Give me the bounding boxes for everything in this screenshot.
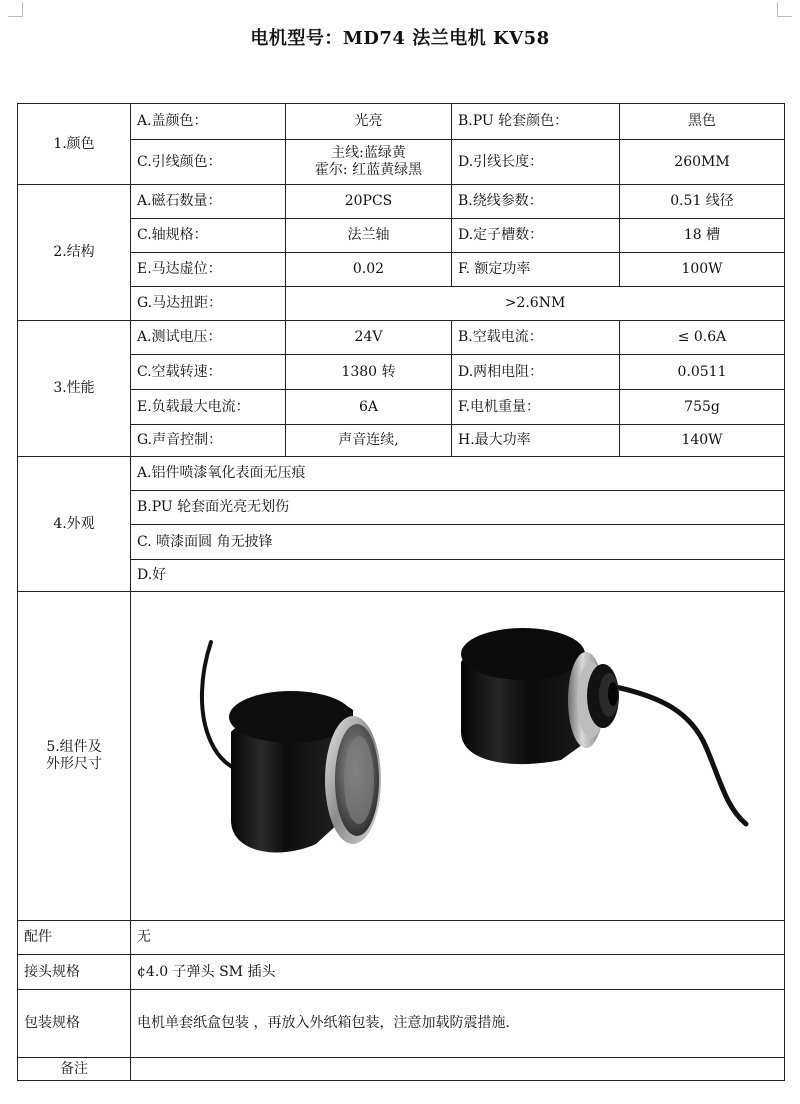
hall-lead-colors: 霍尔: 红蓝黄绿黑	[314, 162, 423, 178]
appearance-row-3	[18, 525, 785, 560]
appearance-row-4	[18, 560, 785, 592]
remarks-row	[18, 1058, 785, 1081]
test-voltage-value: 24V	[286, 321, 452, 355]
appearance-item-d: D.好	[131, 560, 785, 592]
max-power-value: 140W	[620, 425, 785, 457]
magnet-count-label: A.磁石数量：	[131, 185, 286, 219]
pu-sleeve-color-label: B.PU 轮套颜色：	[452, 104, 620, 140]
performance-row-3	[18, 390, 785, 425]
appearance-row-2	[18, 491, 785, 525]
cap-color-label: A.盖颜色：	[131, 104, 286, 140]
section-label-color: 1.颜色	[18, 104, 131, 185]
pu-sleeve-color-value: 黑色	[620, 104, 785, 140]
motor-photo	[131, 592, 785, 920]
document-title: 电机型号：MD74 法兰电机 KV58	[250, 28, 550, 49]
sound-control-label: G.声音控制：	[131, 425, 286, 457]
motor-torque-label: G.马达扭距：	[131, 287, 286, 321]
winding-params-value: 0.51 线径	[620, 185, 785, 219]
structure-row-1	[18, 185, 785, 219]
rated-power-label: F. 额定功率	[452, 253, 620, 287]
packaging-label: 包装规格	[18, 990, 131, 1058]
stator-slots-value: 18 槽	[620, 219, 785, 253]
shaft-spec-value: 法兰轴	[286, 219, 452, 253]
structure-row-3	[18, 253, 785, 287]
magnet-count-value: 20PCS	[286, 185, 452, 219]
accessories-row	[18, 921, 785, 955]
performance-row-4	[18, 425, 785, 457]
appearance-item-a: A.铝件喷漆氧化表面无压痕	[131, 457, 785, 491]
motor-weight-label: F.电机重量：	[452, 390, 620, 425]
motor-play-value: 0.02	[286, 253, 452, 287]
components-row	[18, 592, 785, 921]
remarks-value	[131, 1058, 785, 1081]
motor-weight-value: 755g	[620, 390, 785, 425]
no-load-current-value: ≤ 0.6A	[620, 321, 785, 355]
packaging-row	[18, 990, 785, 1058]
appearance-item-b: B.PU 轮套面光亮无划伤	[131, 491, 785, 525]
no-load-speed-label: C.空载转速：	[131, 355, 286, 390]
structure-row-2	[18, 219, 785, 253]
accessories-label: 配件	[18, 921, 131, 955]
rated-power-value: 100W	[620, 253, 785, 287]
section-label-appearance: 4.外观	[18, 457, 131, 592]
color-row-1	[18, 104, 785, 140]
max-load-current-value: 6A	[286, 390, 452, 425]
motor-play-label: E.马达虚位：	[131, 253, 286, 287]
structure-row-4	[18, 287, 785, 321]
lead-length-value: 260MM	[620, 140, 785, 185]
spec-table	[17, 103, 785, 1081]
components-label-line-1: 5.组件及	[46, 739, 102, 755]
main-lead-colors: 主线:蓝绿黄	[331, 145, 406, 161]
section-label-performance: 3.性能	[18, 321, 131, 457]
accessories-value: 无	[131, 921, 785, 955]
remarks-label: 备注	[18, 1058, 131, 1081]
connector-label: 接头规格	[18, 955, 131, 990]
motor-torque-value: >2.6NM	[286, 287, 785, 321]
connector-row	[18, 955, 785, 990]
section-label-components	[18, 592, 131, 921]
shaft-spec-label: C.轴规格：	[131, 219, 286, 253]
components-label-line-2: 外形尺寸	[46, 756, 102, 772]
winding-params-label: B.绕线参数：	[452, 185, 620, 219]
phase-resistance-value: 0.0511	[620, 355, 785, 390]
no-load-speed-value: 1380 转	[286, 355, 452, 390]
crop-mark-top-right	[777, 2, 792, 17]
appearance-row-1	[18, 457, 785, 491]
cap-color-value: 光亮	[286, 104, 452, 140]
packaging-value: 电机单套纸盒包装 ，再放入外纸箱包装，注意加载防震措施.	[131, 990, 785, 1058]
max-power-label: H.最大功率	[452, 425, 620, 457]
sound-control-value: 声音连续,	[286, 425, 452, 457]
stator-slots-label: D.定子槽数：	[452, 219, 620, 253]
lead-color-value	[286, 140, 452, 185]
max-load-current-label: E.负载最大电流：	[131, 390, 286, 425]
connector-value: ¢4.0 子弹头 SM 插头	[131, 955, 785, 990]
crop-mark-top-left	[8, 2, 23, 17]
phase-resistance-label: D.两相电阻：	[452, 355, 620, 390]
test-voltage-label: A.测试电压：	[131, 321, 286, 355]
section-label-structure: 2.结构	[18, 185, 131, 321]
color-row-2	[18, 140, 785, 185]
motor-photo-cell	[131, 592, 785, 921]
performance-row-1	[18, 321, 785, 355]
lead-color-label: C.引线颜色：	[131, 140, 286, 185]
appearance-item-c: C. 喷漆面圆 角无披锋	[131, 525, 785, 560]
no-load-current-label: B.空载电流：	[452, 321, 620, 355]
performance-row-2	[18, 355, 785, 390]
lead-length-label: D.引线长度：	[452, 140, 620, 185]
